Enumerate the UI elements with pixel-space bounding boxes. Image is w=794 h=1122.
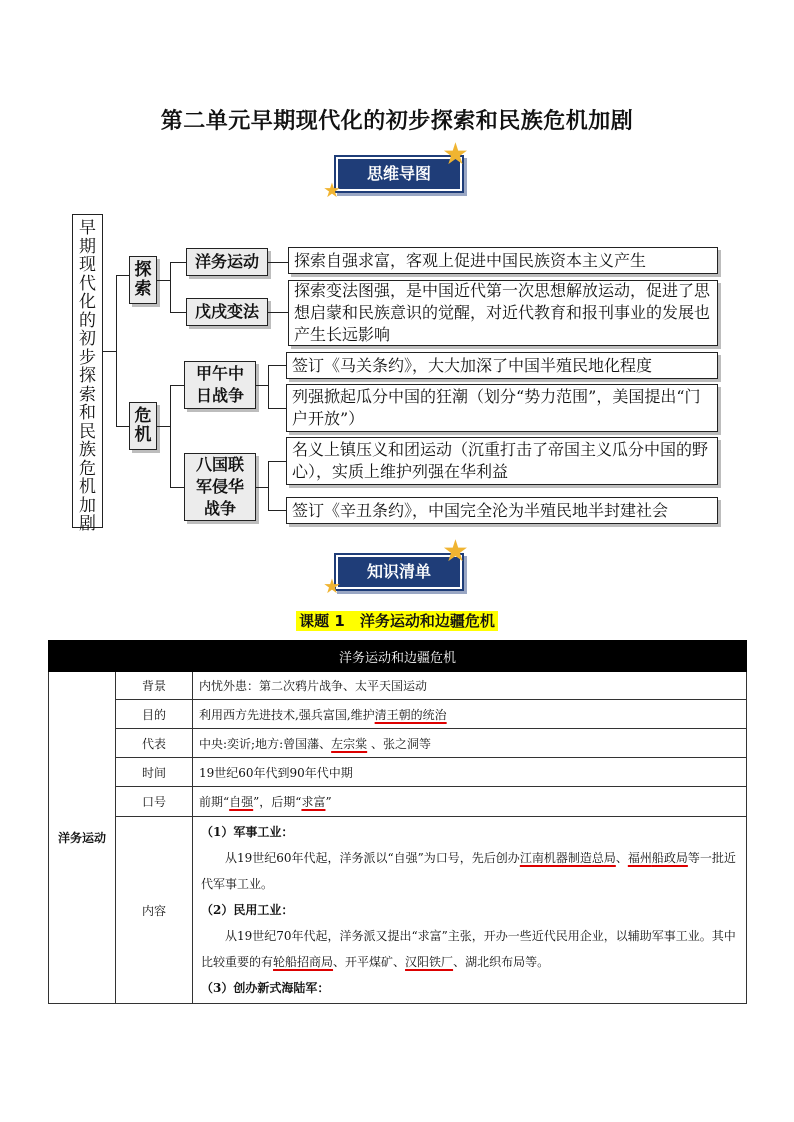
table-topic: 洋务运动: [49, 672, 116, 1004]
row-label: 口号: [116, 787, 193, 817]
connector: [268, 510, 286, 511]
connector: [268, 461, 269, 511]
mindmap-explore-node: 探索: [129, 256, 157, 304]
star-icon: ★: [323, 178, 341, 202]
lesson-title: 课题 1 洋务运动和边疆危机: [0, 610, 794, 631]
table-row: [49, 672, 747, 700]
row-value: 中央:奕䜣;地方:曾国藩、左宗棠 、张之洞等: [193, 729, 747, 758]
row-value: （1）军事工业： 从19世纪60年代起，洋务派以“自强”为口号，先后创办江南机器制造总局、福州船政局等一批近代军事工业。 （2）民用工业： 从19世纪70年代起，洋务派又提出“求富”主张，开办一些近代民用企业，以辅助军事工业。其中比较重要的有轮船招商局、开平煤矿、汉阳铁厂、湖北织布局等。 （3）创办新式海陆军：: [193, 817, 747, 1004]
connector: [157, 280, 171, 281]
table-row: [49, 729, 747, 758]
row-value: 前期“自强”，后期“求富”: [193, 787, 747, 817]
mindmap-yangwu-node: 洋务运动: [186, 248, 268, 276]
connector: [268, 365, 269, 409]
page-title: 第二单元早期现代化的初步探索和民族危机加剧: [160, 109, 634, 134]
star-icon: ★: [323, 574, 341, 598]
star-icon: ★: [442, 137, 469, 172]
connector: [268, 408, 286, 409]
connector: [170, 262, 171, 313]
mindmap-desc-jiawu-2: 列强掀起瓜分中国的狂潮（划分“势力范围”，美国提出“门户开放”）: [286, 384, 718, 432]
mindmap-desc-jiawu-1: 签订《马关条约》，大大加深了中国半殖民地化程度: [286, 352, 718, 379]
connector: [268, 262, 288, 263]
row-label: 代表: [116, 729, 193, 758]
mindmap-crisis-node: 危机: [129, 402, 157, 450]
knowledge-table: [48, 640, 747, 1004]
connector: [268, 461, 286, 462]
mindmap-desc-wuxu: 探索变法图强，是中国近代第一次思想解放运动，促进了思想启蒙和民族意识的觉醒，对近代教育和报刊事业的发展也产生长远影响: [288, 280, 718, 346]
connector: [268, 365, 286, 366]
mindmap-desc-yangwu: 探索自强求富，客观上促进中国民族资本主义产生: [288, 247, 718, 274]
mindmap-desc-baguo-2: 签订《辛丑条约》，中国完全沦为半殖民地半封建社会: [286, 497, 718, 524]
row-value: 利用西方先进技术,强兵富国,维护清王朝的统治: [193, 700, 747, 729]
connector: [116, 275, 129, 276]
row-label: 内容: [116, 817, 193, 1004]
row-label: 时间: [116, 758, 193, 787]
connector: [170, 385, 171, 488]
mindmap-desc-baguo-1: 名义上镇压义和团运动（沉重打击了帝国主义瓜分中国的野心），实质上维护列强在华利益: [286, 437, 718, 485]
mindmap-wuxu-node: 戊戌变法: [186, 298, 268, 326]
connector: [116, 275, 117, 427]
mindmap-jiawu-node: 甲午中日战争: [184, 361, 256, 409]
table-row: [49, 700, 747, 729]
connector: [157, 426, 171, 427]
connector: [170, 487, 184, 488]
connector: [170, 262, 186, 263]
table-header: 洋务运动和边疆危机: [49, 641, 747, 672]
mindmap-banner: 思维导图: [336, 157, 462, 191]
connector: [268, 312, 288, 313]
row-label: 目的: [116, 700, 193, 729]
row-value: 19世纪60年代到90年代中期: [193, 758, 747, 787]
knowledge-banner: 知识清单: [336, 555, 462, 589]
table-row: [49, 817, 747, 1004]
mindmap-baguo-node: 八国联军侵华战争: [184, 453, 256, 521]
table-row: [49, 758, 747, 787]
row-label: 背景: [116, 672, 193, 700]
star-icon: ★: [442, 534, 469, 569]
row-value: 内忧外患：第二次鸦片战争、太平天国运动: [193, 672, 747, 700]
connector: [103, 351, 117, 352]
connector: [170, 385, 184, 386]
connector: [116, 426, 129, 427]
mindmap-root: 早期现代化的初步探索和民族危机加剧: [72, 214, 103, 528]
table-row: [49, 787, 747, 817]
connector: [170, 312, 186, 313]
